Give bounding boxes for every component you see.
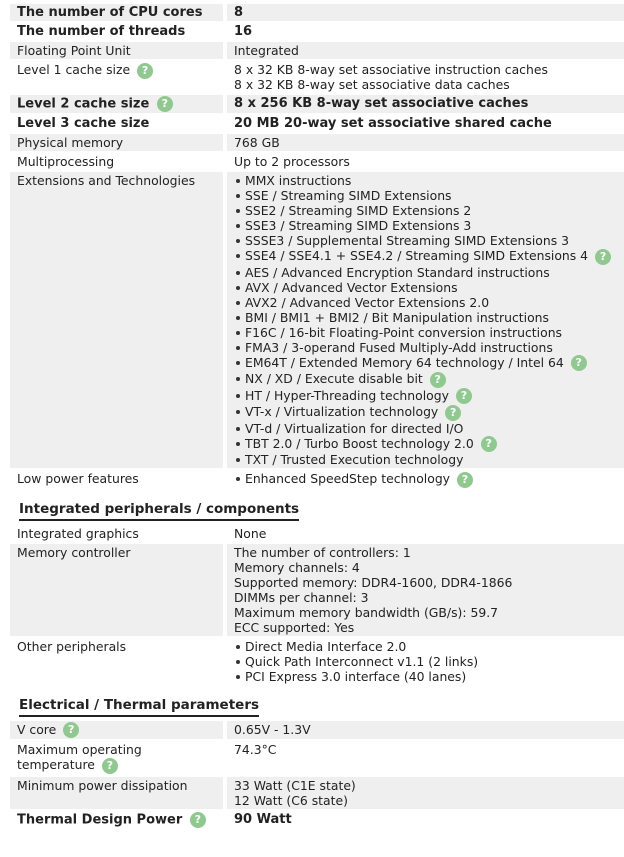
value-line: 33 Watt (C1E state) [234,777,356,793]
list-item [245,452,618,467]
spec-value [227,544,624,636]
spec-key [10,721,223,740]
list-item-text: AVX2 / Advanced Vector Extensions 2.0 [245,294,490,310]
list-item [245,639,618,654]
list-item-text: F16C / 16-bit Floating-Point conversion instructions [245,324,563,340]
spec-value: Up to 2 processors [234,154,350,169]
section-heading-electrical [0,687,624,719]
spec-value [227,61,624,93]
list-item-text: SSE / Streaming SIMD Extensions [245,188,452,203]
list-item [245,388,618,405]
value-line: ECC supported: Yes [234,619,355,635]
list-item-text: NX / XD / Execute disable bit [245,371,423,386]
spec-value [227,777,624,809]
list-item-text: FMA3 / 3-operand Fused Multiply-Add instructions [245,339,553,355]
list-item-text: VT-d / Virtualization for directed I/O [245,420,464,436]
help-icon[interactable]: ? [157,96,173,112]
spec-row [10,470,624,489]
feature-list [234,173,618,467]
list-item [245,203,618,218]
help-icon[interactable]: ? [102,758,118,774]
spec-table-main [10,2,624,491]
spec-value: 8 [227,4,624,21]
help-icon[interactable]: ? [457,472,473,488]
help-icon[interactable]: ? [63,722,79,738]
value-line: 12 Watt (C6 state) [234,792,348,808]
list-item [245,355,618,372]
list-item [245,669,618,684]
list-item-text: EM64T / Extended Memory 64 technology / Intel 64 [245,354,564,370]
spec-key-label: Level 2 cache size [17,96,150,112]
list-item-text: SSE4 / SSE4.1 + SSE4.2 / Streaming SIMD Extensions 4 [245,248,589,263]
spec-key [10,42,223,59]
list-item-text: TBT 2.0 / Turbo Boost technology 2.0 [245,435,474,451]
list-item-text: PCI Express 3.0 interface (40 lanes) [245,668,467,684]
spec-page [0,2,624,831]
spec-row [10,638,624,685]
list-item [245,654,618,669]
spec-key [10,4,223,21]
list-item-text: SSSE3 / Supplemental Streaming SIMD Extensions 3 [245,233,569,248]
spec-key [10,525,223,542]
list-item [245,248,618,265]
spec-key [10,95,223,113]
value-line: 8 x 32 KB 8-way set associative instruction caches [234,62,548,77]
spec-value: 74.3°C [234,742,277,757]
list-item [245,371,618,388]
spec-key-label: Integrated graphics [17,525,139,541]
spec-key-label: V core [17,721,57,737]
spec-row [10,134,624,151]
help-icon[interactable]: ? [190,812,206,828]
spec-value: Integrated [227,42,624,59]
value-line: The number of controllers: 1 [234,544,411,560]
spec-value [227,638,624,685]
list-item-text: SSE3 / Streaming SIMD Extensions 3 [245,218,472,233]
spec-table-electrical [10,719,624,831]
spec-key [10,115,223,132]
spec-key-label: Level 3 cache size [17,116,150,131]
spec-key [10,470,223,489]
spec-value: 0.65V - 1.3V [227,721,624,740]
spec-row [10,115,624,132]
spec-key [10,134,223,151]
spec-key [10,811,223,829]
spec-value: 20 MB 20-way set associative shared cache [234,116,552,131]
list-item-text: SSE2 / Streaming SIMD Extensions 2 [245,203,472,218]
help-icon[interactable]: ? [595,249,611,265]
list-item-text: Direct Media Interface 2.0 [245,638,407,654]
section-heading-peripherals [0,491,624,523]
spec-value: 16 [234,24,253,39]
spec-value [227,172,624,468]
list-item-text: MMX instructions [245,173,352,188]
spec-value [227,470,624,489]
list-item [245,436,618,453]
list-item [245,325,618,340]
spec-value: 90 Watt [234,811,292,827]
list-item [245,421,618,436]
list-item [245,265,618,280]
section-title: Electrical / Thermal parameters [19,697,259,717]
spec-key-label: Maximum operating temperature [17,742,142,772]
spec-key-label: The number of CPU cores [17,5,203,20]
list-item-text: AES / Advanced Encryption Standard instructions [245,264,550,280]
spec-key-label: Level 1 cache size [17,62,131,77]
list-item [245,340,618,355]
help-icon[interactable]: ? [571,355,587,371]
spec-row [10,172,624,468]
spec-key [10,741,223,775]
list-item-text: TXT / Trusted Execution technology [245,452,464,467]
spec-key-label: Low power features [17,471,139,486]
list-item-text: HT / Hyper-Threading technology [245,387,449,403]
spec-key-label: Floating Point Unit [17,43,131,58]
spec-value: 8 x 256 KB 8-way set associative caches [227,95,624,113]
value-line: DIMMs per channel: 3 [234,589,369,605]
spec-key-label: Minimum power dissipation [17,777,188,793]
spec-row [10,544,624,636]
spec-row [10,525,624,542]
spec-key-label: Other peripherals [17,638,127,654]
list-item [245,471,618,488]
spec-key [10,777,223,809]
spec-row [10,61,624,93]
feature-list [234,471,618,488]
spec-key [10,172,223,468]
spec-key [10,61,223,93]
spec-row [10,721,624,740]
help-icon[interactable]: ? [481,436,497,452]
value-line: Supported memory: DDR4-1600, DDR4-1866 [234,574,513,590]
help-icon[interactable]: ? [456,388,472,404]
list-item [245,404,618,421]
spec-key-label: Physical memory [17,135,124,150]
spec-key [10,638,223,685]
section-title: Integrated peripherals / components [19,501,299,521]
list-item-text: Enhanced SpeedStep technology [245,471,451,486]
list-item [245,295,618,310]
spec-row [10,777,624,809]
feature-list [234,639,618,684]
list-item-text: AVX / Advanced Vector Extensions [245,279,458,295]
list-item [245,233,618,248]
help-icon[interactable]: ? [137,63,153,79]
spec-key-label: The number of threads [17,24,186,39]
spec-row [10,741,624,775]
list-item [245,280,618,295]
value-line: Memory channels: 4 [234,559,360,575]
spec-row [10,95,624,113]
spec-value: 768 GB [227,134,624,151]
list-item [245,310,618,325]
spec-table-peripherals [10,523,624,687]
list-item-text: BMI / BMI1 + BMI2 / Bit Manipulation instructions [245,309,549,325]
help-icon[interactable]: ? [430,372,446,388]
spec-row [10,4,624,21]
spec-row [10,811,624,829]
spec-key-label: Memory controller [17,544,131,560]
list-item-text: VT-x / Virtualization technology [245,404,439,419]
value-line: 8 x 32 KB 8-way set associative data caches [234,77,510,92]
spec-key-label: Thermal Design Power [17,812,183,827]
spec-key [10,544,223,636]
list-item [245,188,618,203]
spec-key [10,153,223,170]
spec-key [10,23,223,40]
spec-row [10,42,624,59]
spec-key-label: Extensions and Technologies [17,173,196,188]
list-item [245,173,618,188]
help-icon[interactable]: ? [445,405,461,421]
spec-value: None [234,525,267,541]
list-item [245,218,618,233]
value-line: Maximum memory bandwidth (GB/s): 59.7 [234,604,499,620]
list-item-text: Quick Path Interconnect v1.1 (2 links) [245,653,479,669]
spec-row [10,153,624,170]
spec-row [10,23,624,40]
spec-key-label: Multiprocessing [17,154,115,169]
